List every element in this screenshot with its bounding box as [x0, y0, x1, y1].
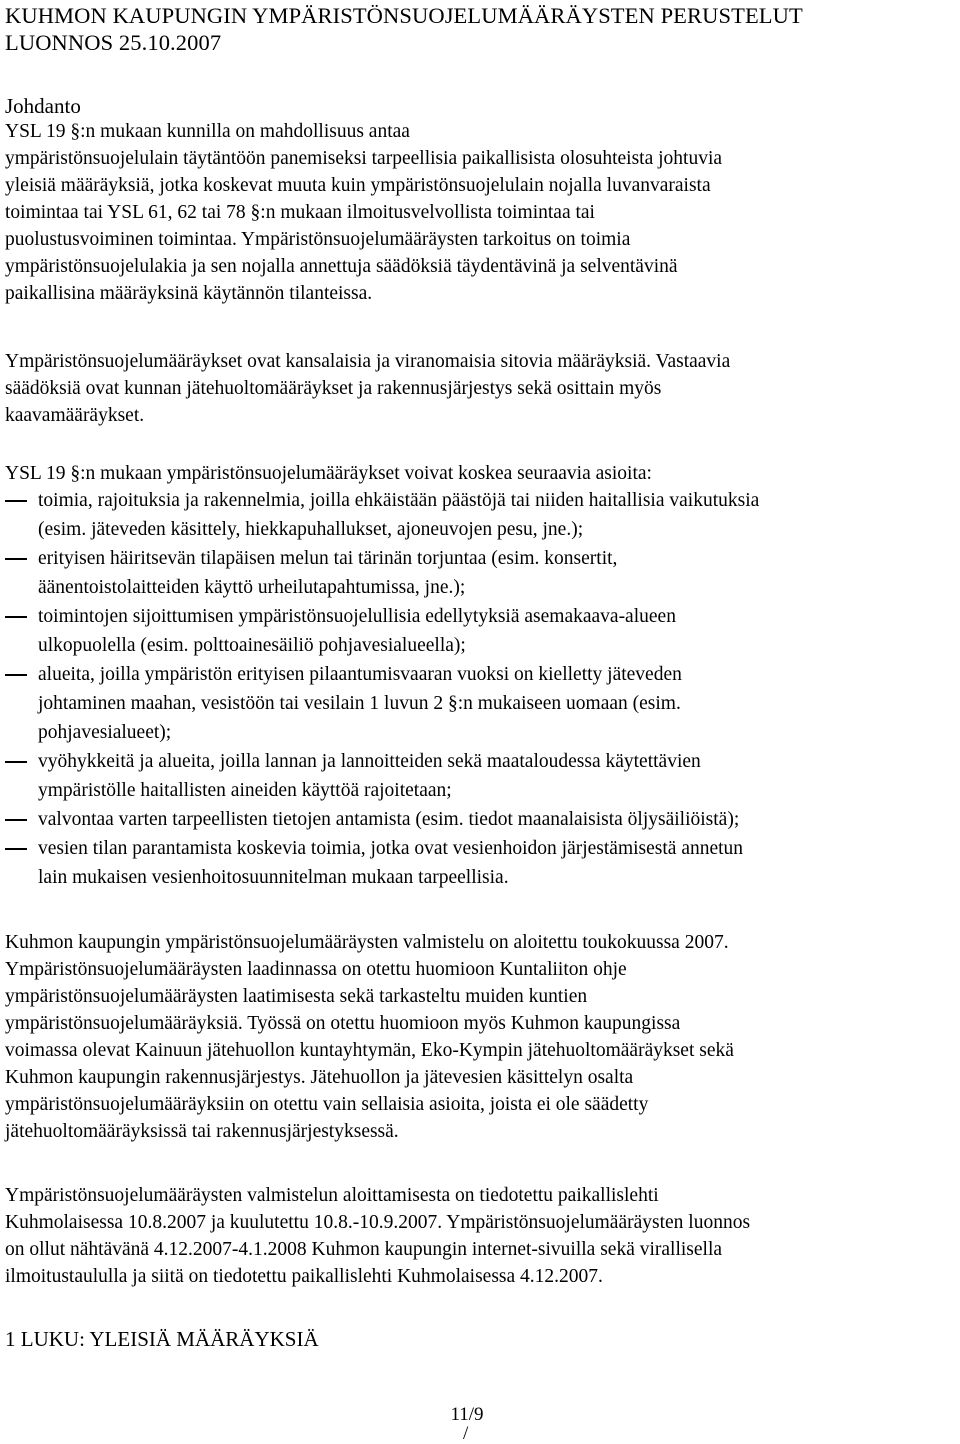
text-line: Ympäristönsuojelumääräykset ovat kansalaisia ja viranomaisia sitovia määräyksiä. Vastaavia [5, 351, 731, 372]
text-line: ilmoitustaululla ja siitä on tiedotettu paikallislehti Kuhmolaisessa 4.12.2007. [5, 1266, 603, 1287]
text-line: voimassa olevat Kainuun jätehuollon kuntayhtymän, Eko-Kympin jätehuoltomääräykset sekä [5, 1040, 734, 1061]
page-number-mark: / [463, 1423, 469, 1444]
text-line: ympäristönsuojelulain täytäntöön panemiseksi tarpeellisia paikallisista olosuhteista johtuvia [5, 148, 723, 169]
paragraph-preparation [5, 929, 734, 1145]
text-line: Kuhmon kaupungin ympäristönsuojelumääräysten valmistelu on aloitettu toukokuussa 2007. [5, 932, 729, 953]
text-line: ympäristönsuojelumääräyksiä. Työssä on otettu huomioon myös Kuhmon kaupungissa [5, 1013, 681, 1034]
text-line: valvontaa varten tarpeellisten tietojen antamista (esim. tiedot maanalaisista öljysäiliöistä); [38, 809, 740, 830]
text-line: paikallisina määräyksinä käytännön tilanteissa. [5, 283, 373, 304]
text-line: YSL 19 §:n mukaan kunnilla on mahdollisuus antaa [5, 121, 410, 142]
page-number: 11/9 [450, 1404, 484, 1425]
title-line: LUONNOS 25.10.2007 [5, 30, 222, 55]
chapter-heading: 1 LUKU: YLEISIÄ MÄÄRÄYKSIÄ [5, 1327, 319, 1351]
paragraph-binding [5, 348, 730, 429]
dash-bullet-icon [5, 674, 27, 676]
text-line: Kuhmolaisessa 10.8.2007 ja kuulutettu 10.8.-10.9.2007. Ympäristönsuojelumääräysten luonnos [5, 1212, 751, 1233]
text-line: kaavamääräykset. [5, 405, 145, 426]
text-line: johtaminen maahan, vesistöön tai vesilain 1 luvun 2 §:n mukaiseen uomaan (esim. [38, 693, 681, 714]
text-line: Ympäristönsuojelumääräysten valmistelun aloittamisesta on tiedotettu paikallislehti [5, 1185, 659, 1206]
dash-bullet-icon [5, 558, 27, 560]
text-line: jätehuoltomääräyksissä tai rakennusjärjestyksessä. [5, 1121, 399, 1142]
text-line: on ollut nähtävänä 4.12.2007-4.1.2008 Kuhmon kaupungin internet-sivuilla sekä virallisella [5, 1239, 723, 1260]
regulation-topics-list [5, 486, 960, 892]
list-item [5, 660, 960, 747]
section-heading-johdanto: Johdanto [5, 94, 81, 118]
text-line: ympäristönsuojelumääräyksiin on otettu vain sellaisia asioita, joista ei ole säädetty [5, 1094, 649, 1115]
text-line: ympäristönsuojelulakia ja sen nojalla annettuja säädöksiä täydentävinä ja selventävinä [5, 256, 678, 277]
text-line: äänentoistolaitteiden käyttö urheilutapahtumissa, jne.); [38, 577, 466, 598]
list-item [5, 747, 960, 805]
list-item [5, 805, 960, 834]
text-line: ympäristönsuojelumääräysten laatimisesta sekä tarkasteltu muiden kuntien [5, 986, 588, 1007]
paragraph-list-intro: YSL 19 §:n mukaan ympäristönsuojelumääräykset voivat koskea seuraavia asioita: [5, 463, 652, 484]
list-item [5, 602, 960, 660]
title-line: KUHMON KAUPUNGIN YMPÄRISTÖNSUOJELUMÄÄRÄYSTEN PERUSTELUT [5, 3, 803, 28]
text-line: pohjavesialueet); [38, 722, 172, 743]
dash-bullet-icon [5, 819, 27, 821]
dash-bullet-icon [5, 616, 27, 618]
text-line: ulkopuolella (esim. polttoainesäiliö pohjavesialueella); [38, 635, 466, 656]
text-line: lain mukaisen vesienhoitosuunnitelman mukaan tarpeellisia. [38, 867, 509, 888]
text-line: Kuhmon kaupungin rakennusjärjestys. Jätehuollon ja jätevesien käsittelyn osalta [5, 1067, 634, 1088]
dash-bullet-icon [5, 848, 27, 850]
document-title [5, 2, 803, 56]
text-line: toimia, rajoituksia ja rakennelmia, joilla ehkäistään päästöjä tai niiden haitallisia vaikutuksia [38, 490, 760, 511]
text-line: ympäristölle haitallisten aineiden käyttöä rajoitetaan; [38, 780, 452, 801]
list-item [5, 834, 960, 892]
dash-bullet-icon [5, 761, 27, 763]
list-item [5, 486, 960, 544]
text-line: alueita, joilla ympäristön erityisen pilaantumisvaaran vuoksi on kielletty jäteveden [38, 664, 682, 685]
text-line: Ympäristönsuojelumääräysten laadinnassa on otettu huomioon Kuntaliiton ohje [5, 959, 627, 980]
list-item [5, 544, 960, 602]
paragraph-announcement [5, 1182, 750, 1290]
text-line: vyöhykkeitä ja alueita, joilla lannan ja lannoitteiden sekä maataloudessa käytettävien [38, 751, 701, 772]
text-line: yleisiä määräyksiä, jotka koskevat muuta kuin ympäristönsuojelulain nojalla luvanvaraista [5, 175, 711, 196]
text-line: erityisen häiritsevän tilapäisen melun tai tärinän torjuntaa (esim. konsertit, [38, 548, 618, 569]
text-line: toimintaa tai YSL 61, 62 tai 78 §:n mukaan ilmoitusvelvollista toimintaa tai [5, 202, 595, 223]
text-line: vesien tilan parantamista koskevia toimia, jotka ovat vesienhoidon järjestämisestä annetun [38, 838, 744, 859]
text-line: säädöksiä ovat kunnan jätehuoltomääräykset ja rakennusjärjestys sekä osittain myös [5, 378, 662, 399]
text-line: toimintojen sijoittumisen ympäristönsuojelullisia edellytyksiä asemakaava-alueen [38, 606, 676, 627]
paragraph-intro [5, 118, 722, 307]
text-line: puolustusvoiminen toimintaa. Ympäristönsuojelumääräysten tarkoitus on toimia [5, 229, 631, 250]
dash-bullet-icon [5, 500, 27, 502]
text-line: (esim. jäteveden käsittely, hiekkapuhallukset, ajoneuvojen pesu, jne.); [38, 519, 584, 540]
